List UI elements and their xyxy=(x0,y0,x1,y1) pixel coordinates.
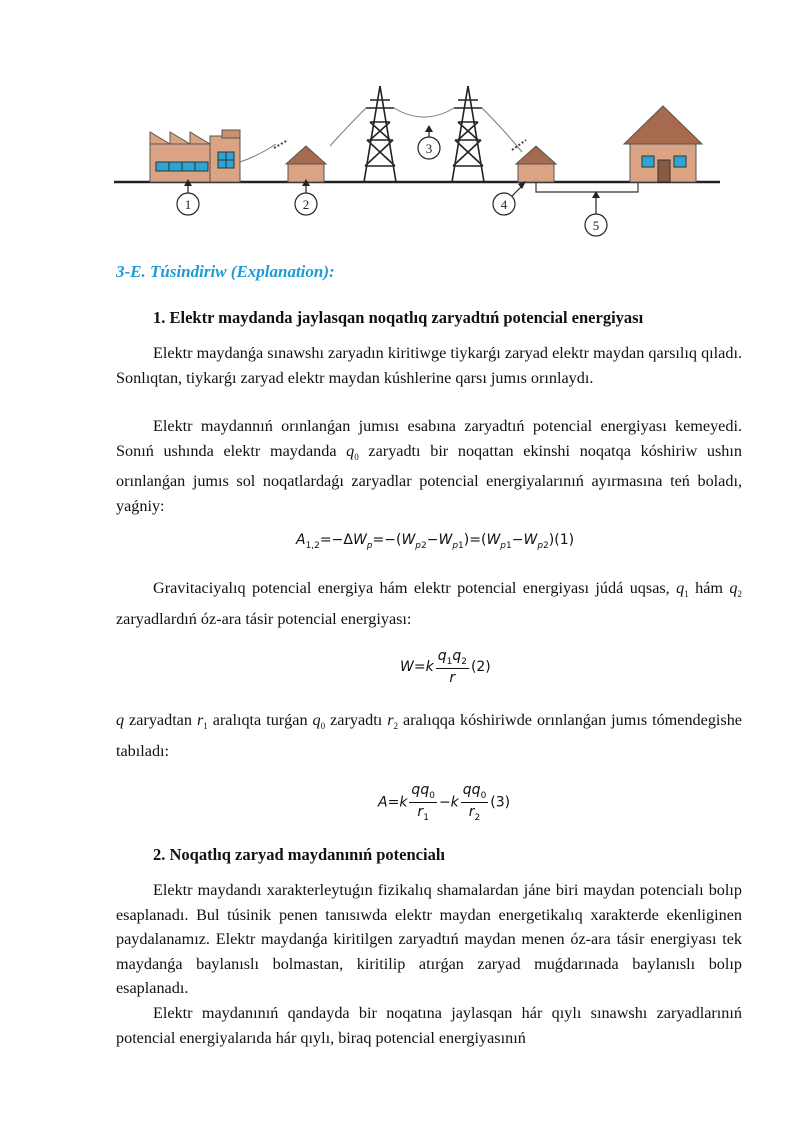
house-icon xyxy=(624,106,702,182)
callout-5 xyxy=(585,191,607,236)
section-title: 3-E. Túsindiriw (Explanation): xyxy=(116,262,335,281)
paragraph: Elektr maydannıń orınlanǵan jumısı esabına zaryadtıń potencial energiyası kemeyedi. Sonıń ushında elektr maydanda $q_0$ zaryadtı bir noqattan ekinshi noqatqa kóshiriw ushın orınlanǵan jumıs sol noqatlardaǵı zaryadlar potencial energiyalarınıń ayırmasına teń boladı, yaǵniy: xyxy=(116,417,742,516)
text-run: Elektr maydannıń orınlanǵan jumısı esabına zaryadtıń potencial energiyası kemeyedi. Sonıń ushında elektr maydanda xyxy=(116,417,742,460)
paragraph: Elektr maydandı xarakterleytuǵın fizikalıq shamalardan jáne biri maydan potencialı bolıp esaplanadı. Bul túsinik penen tanısıwda elektr maydan energetikalıq xarakterde ekenliginen paydalanamız. Elektr maydanǵa kiritilgen zaryadtıń maydan menen óz-ara tásir energiyası tek maydanǵa baylanıslı bolmastan, kiritilip atırǵan zaryad muǵdarınada baylanıslı bolıp esaplanadı. xyxy=(116,881,742,998)
text-run: zaryadtı xyxy=(325,711,388,729)
paragraph: Elektr maydanınıń qandayda bir noqatına jaylasqan hár qıylı sınawshı zaryadlarınıń potencial energiyalarıda hár qıylı, biraq potencial energiyasınıń xyxy=(116,1004,742,1047)
paragraph: q zaryadtan $r_1$ aralıqta turǵan $q_0$ zaryadtı $r_2$ aralıqqa kóshiriwde orınlanǵan jumıs tómendegishe tabıladı: xyxy=(116,711,742,760)
text-run: aralıqta turǵan xyxy=(207,711,313,729)
power-line xyxy=(240,144,276,162)
power-transmission-illustration xyxy=(108,78,728,248)
text-run: hám xyxy=(688,579,730,597)
text-run: zaryadtı bir noqattan ekinshi noqatqa kóshiriw ushın orınlanǵan jumıs sol noqatlardaǵı zaryadlar potencial energiyalarınıń ayırmasına teń boladı, yaǵniy: xyxy=(116,441,742,516)
high-voltage-line xyxy=(394,108,454,117)
factory-icon xyxy=(150,130,240,182)
equation-work-energy: $A_{1,2}=-\Delta W_p=-(W_{p2}-W_{p1})=(W_{p1}-W_{p2})(1)$ xyxy=(296,532,575,551)
paragraph: Elektr maydanǵa sınawshı zaryadın kiritiwge tiykarǵı zaryad elektr maydan qarsılıq qıladı. Sonlıqtan, tiykarǵı zaryad elektr maydan kúshlerine qarsı jumıs orınlaydı. xyxy=(116,344,742,387)
transmission-tower-icon xyxy=(452,86,484,182)
equation-number: (3) xyxy=(490,794,511,811)
equation-work-displacement: A=k $\frac{qq_0}{r_1}$ −k $\frac{qq_0}{r_2}$ (3) xyxy=(378,782,511,823)
callout-label: 3 xyxy=(425,141,433,156)
heading-potential-energy: 1. Elektr maydanda jaylasqan noqatlıq zaryadtıń potencial energiyası xyxy=(153,308,644,327)
equation-number: (1) xyxy=(554,532,575,548)
high-voltage-line xyxy=(482,108,522,152)
equation-coulomb-energy: W=k $\frac{q_1q_2}{r}$ (2) xyxy=(400,648,491,686)
underground-cable xyxy=(536,182,638,192)
text-run: zaryadlardıń óz-ara tásir potencial energiyası: xyxy=(116,609,412,628)
callout-label: 5 xyxy=(592,218,600,233)
callout-2 xyxy=(295,179,317,215)
transmission-tower-icon xyxy=(364,86,396,182)
callout-label: 4 xyxy=(500,197,508,212)
text-run: zaryadtan xyxy=(124,711,197,729)
transformer-station-icon xyxy=(274,140,326,182)
callout-label: 2 xyxy=(302,197,310,212)
text-run: Gravitaciyalıq potencial energiya hám elektr potencial energiyası júdá uqsas, xyxy=(153,579,677,597)
heading-field-potential: 2. Noqatlıq zaryad maydanınıń potencialı xyxy=(153,845,445,864)
text-run: aralıqqa kóshiriwde orınlanǵan jumıs tómendegishe tabıladı: xyxy=(116,711,742,760)
callout-4 xyxy=(493,181,526,215)
high-voltage-line xyxy=(330,108,366,146)
substation-icon xyxy=(512,140,556,182)
callout-3 xyxy=(418,125,440,159)
paragraph: Gravitaciyalıq potencial energiya hám elektr potencial energiyası júdá uqsas, $q_1$ hám $q_2$ zaryadlardıń óz-ara tásir potencial energiyası: xyxy=(116,579,743,628)
callout-label: 1 xyxy=(184,197,192,212)
equation-number: (2) xyxy=(470,658,491,675)
callout-1 xyxy=(177,179,199,215)
